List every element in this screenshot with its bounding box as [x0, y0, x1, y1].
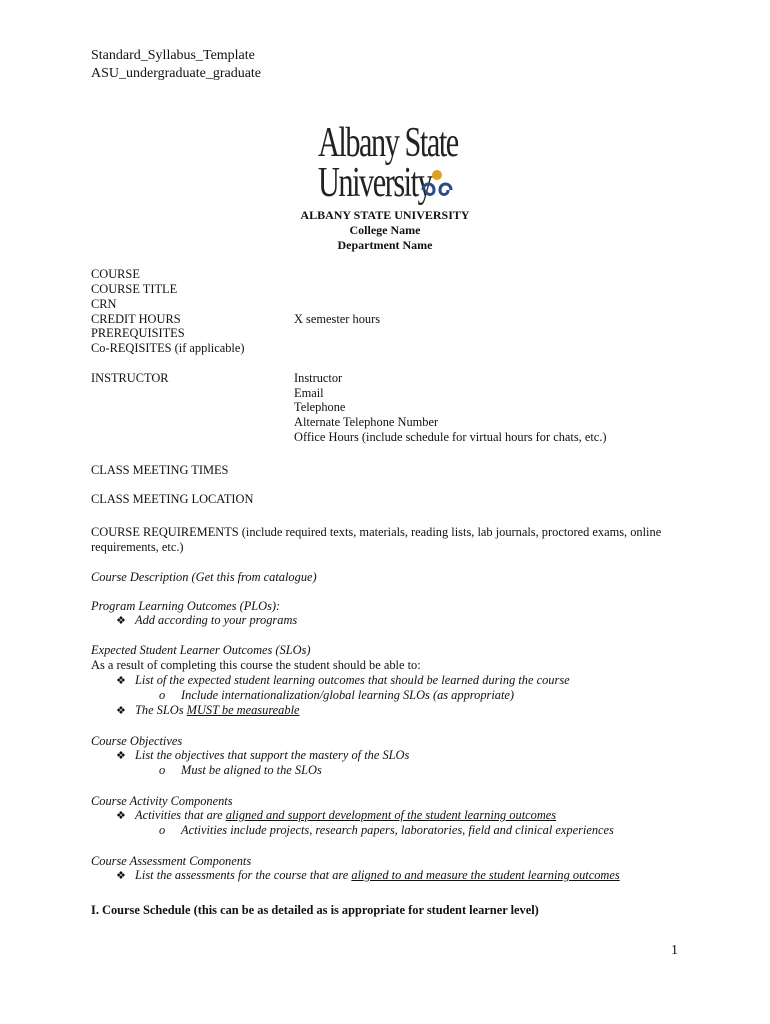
university-name: ALBANY STATE UNIVERSITY [300, 208, 470, 222]
slos-heading: Expected Student Learner Outcomes (SLOs) [91, 643, 311, 657]
class-meeting-times: CLASS MEETING TIMES [91, 463, 229, 477]
plos-bullet: Add according to your programs [135, 613, 298, 627]
header-line-2: ASU_undergraduate_graduate [91, 66, 262, 81]
activity-heading: Course Activity Components [91, 794, 233, 808]
college-name: College Name [349, 223, 421, 237]
course-requirements: COURSE REQUIREMENTS (include required texts, materials, reading lists, lab journals, proctored exams, online requirements, etc.) [91, 525, 662, 554]
label-corequisites: Co-REQISITES (if applicable) [91, 341, 245, 355]
slos-bullet-2-prefix: The SLOs [135, 703, 187, 717]
sub-bullet-icon: o [159, 763, 166, 777]
diamond-bullet-icon: ❖ [116, 675, 126, 687]
slos-bullet-2 [135, 703, 300, 718]
logo-text-line-2: University [318, 160, 432, 206]
course-schedule-heading: I. Course Schedule (this can be as detailed as is appropriate for student learner level) [91, 903, 539, 917]
label-crn: CRN [91, 297, 117, 311]
assessment-heading: Course Assessment Components [91, 854, 252, 868]
label-instructor: INSTRUCTOR [91, 371, 169, 385]
header-line-1: Standard_Syllabus_Template [91, 48, 255, 63]
assessment-bullet-underlined: aligned to and measure the student learning outcomes [351, 868, 620, 882]
slos-bullet-2-underlined: MUST be measureable [186, 703, 300, 717]
university-logo [318, 122, 458, 206]
activity-bullet [135, 808, 556, 823]
title-block [0, 208, 770, 253]
objectives-bullet: List the objectives that support the mastery of the SLOs [135, 748, 410, 762]
objectives-heading: Course Objectives [91, 734, 183, 748]
activity-sub: Activities include projects, research papers, laboratories, field and clinical experiences [181, 823, 614, 837]
slos-bullet-1: List of the expected student learning outcomes that should be learned during the course [135, 673, 570, 687]
label-course-title: COURSE TITLE [91, 282, 178, 296]
diamond-bullet-icon: ❖ [116, 870, 126, 882]
plos-heading: Program Learning Outcomes (PLOs): [91, 599, 281, 613]
diamond-bullet-icon: ❖ [116, 750, 126, 762]
document-header [91, 47, 261, 83]
instructor-telephone: Telephone [294, 400, 346, 414]
activity-bullet-underlined: aligned and support development of the student learning outcomes [225, 808, 557, 822]
instructor-email: Email [294, 386, 324, 400]
instructor-alt-telephone: Alternate Telephone Number [294, 415, 439, 429]
logo-text-line-1: Albany State [318, 120, 458, 166]
diamond-bullet-icon: ❖ [116, 705, 126, 717]
ram-horns-icon [420, 168, 454, 198]
activity-bullet-prefix: Activities that are [135, 808, 226, 822]
slos-intro: As a result of completing this course the student should be able to: [91, 658, 421, 672]
slos-sub-1: Include internationalization/global learning SLOs (as appropriate) [181, 688, 515, 702]
label-prerequisites: PREREQUISITES [91, 326, 185, 340]
assessment-bullet [135, 868, 620, 883]
objectives-sub: Must be aligned to the SLOs [181, 763, 322, 777]
class-meeting-location: CLASS MEETING LOCATION [91, 492, 254, 506]
instructor-office-hours: Office Hours (include schedule for virtual hours for chats, etc.) [294, 430, 607, 444]
department-name: Department Name [337, 238, 433, 252]
course-description: Course Description (Get this from catalogue) [91, 570, 317, 584]
page-number: 1 [671, 943, 678, 958]
sub-bullet-icon: o [159, 688, 166, 702]
label-credit-hours: CREDIT HOURS [91, 312, 181, 326]
diamond-bullet-icon: ❖ [116, 810, 126, 822]
instructor-name: Instructor [294, 371, 343, 385]
sub-bullet-icon: o [159, 823, 166, 837]
diamond-bullet-icon: ❖ [116, 615, 126, 627]
assessment-bullet-prefix: List the assessments for the course that are [135, 868, 352, 882]
credit-hours-value: X semester hours [294, 312, 381, 326]
label-course: COURSE [91, 267, 140, 281]
